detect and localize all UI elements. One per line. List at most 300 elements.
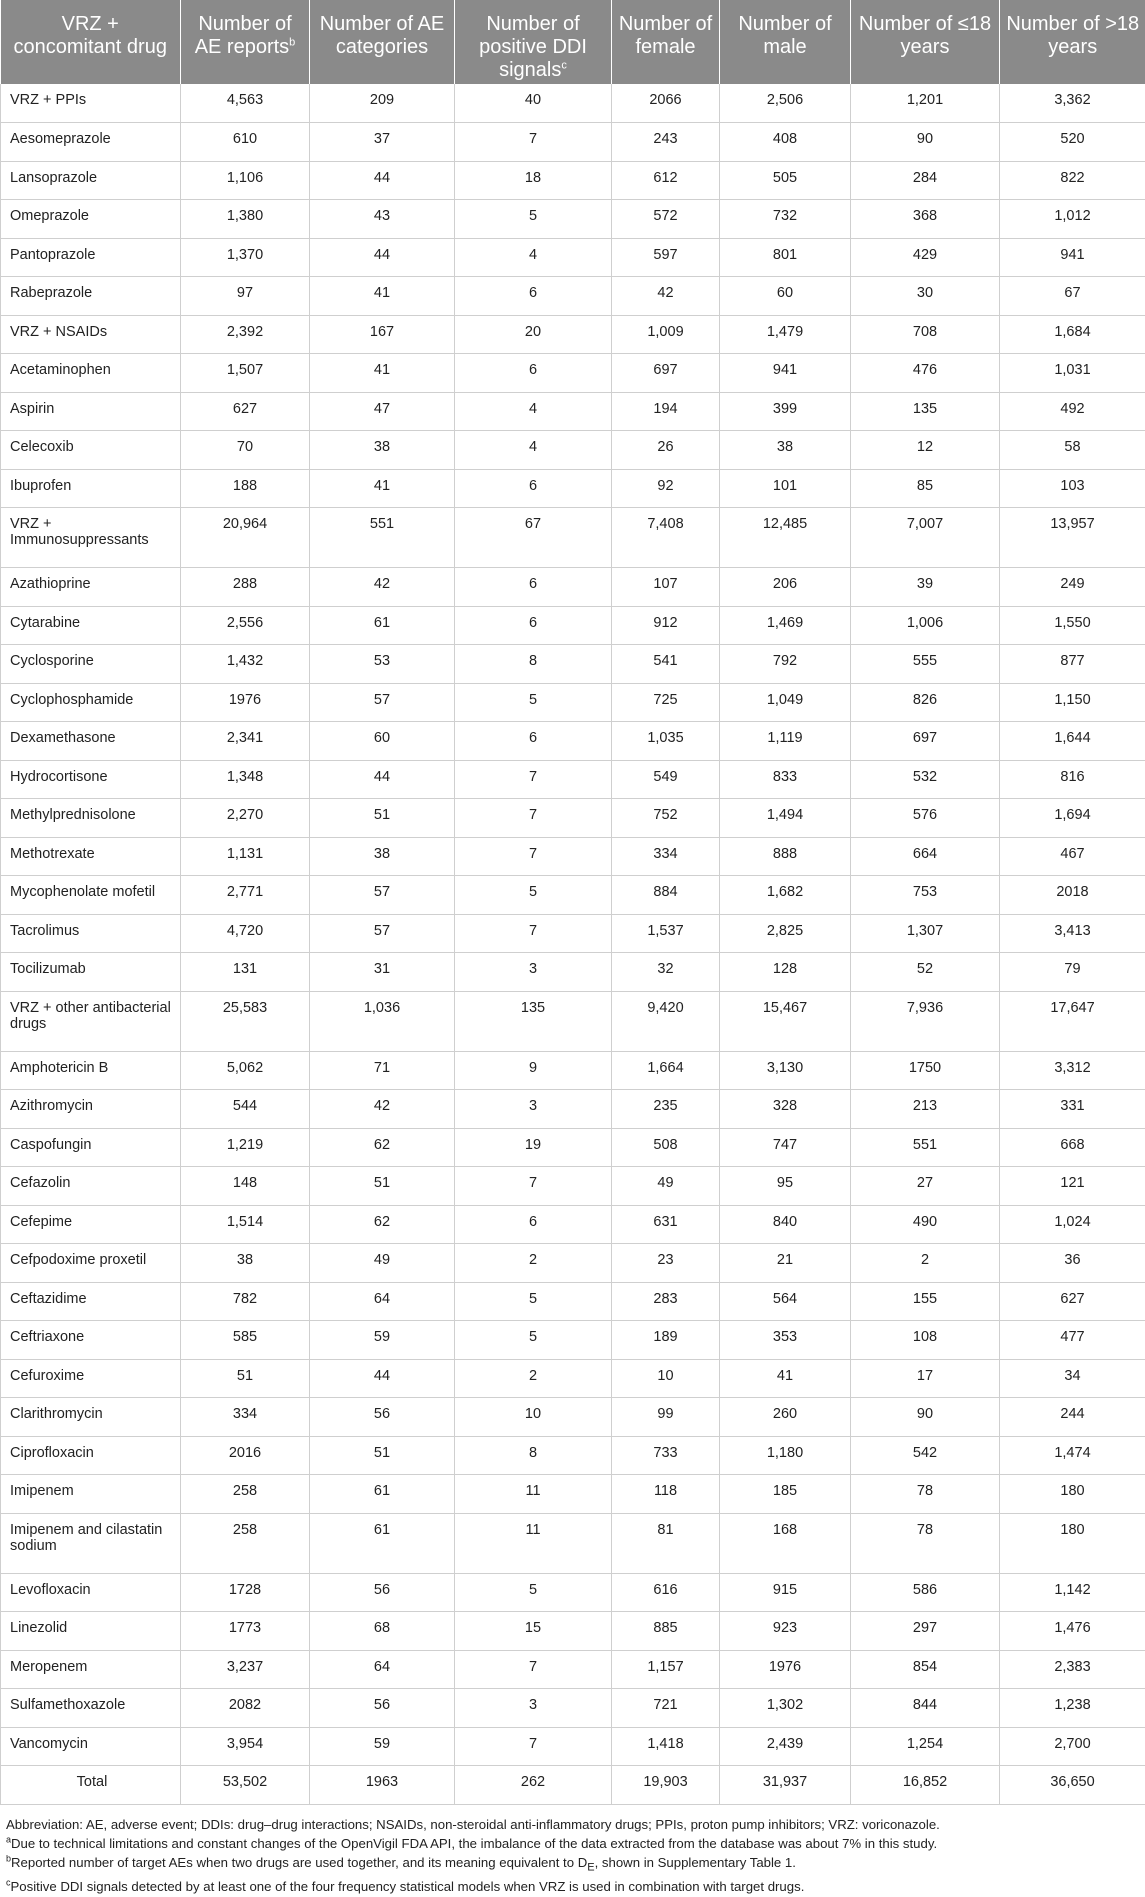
value-cell: 103 [1000, 469, 1145, 508]
value-cell: 721 [612, 1689, 720, 1728]
table-row [1, 953, 1145, 992]
value-cell: 697 [612, 354, 720, 393]
value-cell: 4 [455, 238, 612, 277]
value-cell: 90 [851, 1398, 1000, 1437]
value-cell: 26 [612, 431, 720, 470]
value-cell: 62 [310, 1205, 455, 1244]
drug-cell: Mycophenolate mofetil [1, 876, 181, 915]
value-cell: 85 [851, 469, 1000, 508]
value-cell: 1,418 [612, 1727, 720, 1766]
value-cell: 1,049 [720, 683, 851, 722]
value-cell: 20 [455, 315, 612, 354]
value-cell: 32 [612, 953, 720, 992]
value-cell: 1,006 [851, 606, 1000, 645]
value-cell: 1,219 [181, 1128, 310, 1167]
value-cell: 168 [720, 1513, 851, 1573]
value-cell: 549 [612, 760, 720, 799]
table-row [1, 238, 1145, 277]
drug-cell: Cyclosporine [1, 645, 181, 684]
value-cell: 167 [310, 315, 455, 354]
value-cell: 5 [455, 200, 612, 239]
drug-cell: VRZ + Immunosuppressants [1, 508, 181, 568]
value-cell: 189 [612, 1321, 720, 1360]
value-cell: 576 [851, 799, 1000, 838]
table-row [1, 606, 1145, 645]
value-cell: 61 [310, 1475, 455, 1514]
value-cell: 51 [310, 799, 455, 838]
value-cell: 148 [181, 1167, 310, 1206]
value-cell: 5,062 [181, 1051, 310, 1090]
value-cell: 7,007 [851, 508, 1000, 568]
drug-cell: Lansoprazole [1, 161, 181, 200]
value-cell: 2,439 [720, 1727, 851, 1766]
value-cell: 18 [455, 161, 612, 200]
table-row [1, 1167, 1145, 1206]
value-cell: 1,180 [720, 1436, 851, 1475]
value-cell: 67 [455, 508, 612, 568]
value-cell: 551 [310, 508, 455, 568]
value-cell: 107 [612, 568, 720, 607]
value-cell: 284 [851, 161, 1000, 200]
header-cell: Number of AE categories [310, 0, 455, 84]
value-cell: 1,469 [720, 606, 851, 645]
value-cell: 1,474 [1000, 1436, 1145, 1475]
value-cell: 36 [1000, 1244, 1145, 1283]
footnote-b: $^b$Reported number of target AEs when two drugs are used together, and its meaning equivalent to $D_E$, shown in Supplementary Table 1. [6, 1853, 796, 1874]
value-cell: 1,035 [612, 722, 720, 761]
value-cell: 753 [851, 876, 1000, 915]
value-cell: 12 [851, 431, 1000, 470]
header-cell: Number of male [720, 0, 851, 84]
value-cell: 6 [455, 354, 612, 393]
value-cell: 631 [612, 1205, 720, 1244]
value-cell: 877 [1000, 645, 1145, 684]
value-cell: 1,201 [851, 84, 1000, 123]
value-cell: 668 [1000, 1128, 1145, 1167]
value-cell: 1,432 [181, 645, 310, 684]
value-cell: 59 [310, 1321, 455, 1360]
value-cell: 8 [455, 1436, 612, 1475]
value-cell: 213 [851, 1090, 1000, 1129]
value-cell: 585 [181, 1321, 310, 1360]
table-row [1, 392, 1145, 431]
value-cell: 2 [455, 1359, 612, 1398]
value-cell: 2,341 [181, 722, 310, 761]
value-cell: 10 [612, 1359, 720, 1398]
table-row [1, 760, 1145, 799]
value-cell: 2066 [612, 84, 720, 123]
value-cell: 249 [1000, 568, 1145, 607]
value-cell: 71 [310, 1051, 455, 1090]
value-cell: 1976 [181, 683, 310, 722]
value-cell: 155 [851, 1282, 1000, 1321]
value-cell: 10 [455, 1398, 612, 1437]
drug-cell: Cefpodoxime proxetil [1, 1244, 181, 1283]
table-row [1, 991, 1145, 1051]
value-cell: 38 [310, 431, 455, 470]
value-cell: 99 [612, 1398, 720, 1437]
drug-cell: Ciprofloxacin [1, 1436, 181, 1475]
value-cell: 131 [181, 953, 310, 992]
drug-cell: Aesomeprazole [1, 123, 181, 162]
table-row [1, 1727, 1145, 1766]
value-cell: 68 [310, 1612, 455, 1651]
value-cell: 79 [1000, 953, 1145, 992]
value-cell: 11 [455, 1513, 612, 1573]
value-cell: 283 [612, 1282, 720, 1321]
value-cell: 1,142 [1000, 1573, 1145, 1612]
value-cell: 732 [720, 200, 851, 239]
footnotes [0, 1805, 1145, 1897]
value-cell: 888 [720, 837, 851, 876]
value-cell: 1,131 [181, 837, 310, 876]
value-cell: 334 [612, 837, 720, 876]
table-row [1, 200, 1145, 239]
value-cell: 2,825 [720, 914, 851, 953]
value-cell: 4 [455, 431, 612, 470]
value-cell: 53 [310, 645, 455, 684]
value-cell: 3 [455, 953, 612, 992]
value-cell: 1,550 [1000, 606, 1145, 645]
value-cell: 39 [851, 568, 1000, 607]
value-cell: 551 [851, 1128, 1000, 1167]
value-cell: 7 [455, 760, 612, 799]
value-cell: 38 [310, 837, 455, 876]
value-cell: 90 [851, 123, 1000, 162]
value-cell: 1,476 [1000, 1612, 1145, 1651]
value-cell: 7 [455, 1167, 612, 1206]
table-row [1, 354, 1145, 393]
value-cell: 1,514 [181, 1205, 310, 1244]
value-cell: 27 [851, 1167, 1000, 1206]
value-cell: 13,957 [1000, 508, 1145, 568]
value-cell: 476 [851, 354, 1000, 393]
value-cell: 941 [1000, 238, 1145, 277]
drug-cell: VRZ + PPIs [1, 84, 181, 123]
value-cell: 331 [1000, 1090, 1145, 1129]
value-cell: 368 [851, 200, 1000, 239]
value-cell: 243 [612, 123, 720, 162]
value-cell: 586 [851, 1573, 1000, 1612]
value-cell: 1,507 [181, 354, 310, 393]
value-cell: 627 [181, 392, 310, 431]
value-cell: 1,370 [181, 238, 310, 277]
value-cell: 21 [720, 1244, 851, 1283]
header-cell: Number of female [612, 0, 720, 84]
table-row [1, 722, 1145, 761]
table-row [1, 123, 1145, 162]
value-cell: 1,537 [612, 914, 720, 953]
value-cell: 9,420 [612, 991, 720, 1051]
value-cell: 664 [851, 837, 1000, 876]
value-cell: 37 [310, 123, 455, 162]
value-cell: 597 [612, 238, 720, 277]
table-row [1, 837, 1145, 876]
value-cell: 1,036 [310, 991, 455, 1051]
value-cell: 3 [455, 1090, 612, 1129]
value-cell: 92 [612, 469, 720, 508]
value-cell: 3,362 [1000, 84, 1145, 123]
value-cell: 128 [720, 953, 851, 992]
value-cell: 44 [310, 1359, 455, 1398]
drug-cell: Amphotericin B [1, 1051, 181, 1090]
value-cell: 6 [455, 606, 612, 645]
value-cell: 57 [310, 914, 455, 953]
value-cell: 884 [612, 876, 720, 915]
value-cell: 30 [851, 277, 1000, 316]
value-cell: 2,392 [181, 315, 310, 354]
value-cell: 58 [1000, 431, 1145, 470]
value-cell: 854 [851, 1650, 1000, 1689]
value-cell: 1963 [310, 1766, 455, 1805]
value-cell: 1,664 [612, 1051, 720, 1090]
value-cell: 34 [1000, 1359, 1145, 1398]
header-row [1, 0, 1145, 84]
header-cell: Number of >18 years [1000, 0, 1145, 84]
value-cell: 36,650 [1000, 1766, 1145, 1805]
table-row [1, 1282, 1145, 1321]
drug-cell: Pantoprazole [1, 238, 181, 277]
value-cell: 44 [310, 238, 455, 277]
value-cell: 3 [455, 1689, 612, 1728]
table-row [1, 161, 1145, 200]
drug-cell: Tocilizumab [1, 953, 181, 992]
table-row [1, 645, 1145, 684]
value-cell: 610 [181, 123, 310, 162]
value-cell: 297 [851, 1612, 1000, 1651]
value-cell: 11 [455, 1475, 612, 1514]
table-row [1, 1244, 1145, 1283]
drug-cell: VRZ + NSAIDs [1, 315, 181, 354]
table-row [1, 508, 1145, 568]
value-cell: 792 [720, 645, 851, 684]
value-cell: 49 [310, 1244, 455, 1283]
value-cell: 56 [310, 1398, 455, 1437]
value-cell: 2,556 [181, 606, 310, 645]
value-cell: 101 [720, 469, 851, 508]
value-cell: 616 [612, 1573, 720, 1612]
value-cell: 95 [720, 1167, 851, 1206]
value-cell: 12,485 [720, 508, 851, 568]
table-row [1, 469, 1145, 508]
drug-cell: Methotrexate [1, 837, 181, 876]
table-row [1, 1689, 1145, 1728]
value-cell: 490 [851, 1205, 1000, 1244]
value-cell: 725 [612, 683, 720, 722]
header-cell: Number of ≤18 years [851, 0, 1000, 84]
value-cell: 16,852 [851, 1766, 1000, 1805]
value-cell: 57 [310, 876, 455, 915]
value-cell: 209 [310, 84, 455, 123]
value-cell: 7 [455, 123, 612, 162]
drug-cell: Azithromycin [1, 1090, 181, 1129]
value-cell: 3,954 [181, 1727, 310, 1766]
value-cell: 19,903 [612, 1766, 720, 1805]
drug-cell: Aspirin [1, 392, 181, 431]
drug-cell: Total [1, 1766, 181, 1805]
drug-cell: Cytarabine [1, 606, 181, 645]
drug-cell: Dexamethasone [1, 722, 181, 761]
value-cell: 1,150 [1000, 683, 1145, 722]
value-cell: 912 [612, 606, 720, 645]
value-cell: 258 [181, 1513, 310, 1573]
value-cell: 51 [181, 1359, 310, 1398]
value-cell: 108 [851, 1321, 1000, 1360]
value-cell: 194 [612, 392, 720, 431]
value-cell: 505 [720, 161, 851, 200]
value-cell: 1,682 [720, 876, 851, 915]
value-cell: 188 [181, 469, 310, 508]
table-row [1, 1205, 1145, 1244]
table-row [1, 876, 1145, 915]
value-cell: 135 [851, 392, 1000, 431]
value-cell: 15,467 [720, 991, 851, 1051]
value-cell: 7 [455, 914, 612, 953]
header-cell: Number of AE reports$^b$ [181, 0, 310, 84]
value-cell: 61 [310, 606, 455, 645]
value-cell: 2,383 [1000, 1650, 1145, 1689]
value-cell: 555 [851, 645, 1000, 684]
value-cell: 492 [1000, 392, 1145, 431]
value-cell: 833 [720, 760, 851, 799]
value-cell: 6 [455, 1205, 612, 1244]
value-cell: 564 [720, 1282, 851, 1321]
total-row [1, 1766, 1145, 1805]
drug-cell: Linezolid [1, 1612, 181, 1651]
value-cell: 7 [455, 1727, 612, 1766]
value-cell: 1,694 [1000, 799, 1145, 838]
table-row [1, 315, 1145, 354]
table-row [1, 683, 1145, 722]
value-cell: 17,647 [1000, 991, 1145, 1051]
value-cell: 52 [851, 953, 1000, 992]
value-cell: 532 [851, 760, 1000, 799]
value-cell: 3,413 [1000, 914, 1145, 953]
value-cell: 2,270 [181, 799, 310, 838]
value-cell: 288 [181, 568, 310, 607]
value-cell: 801 [720, 238, 851, 277]
value-cell: 1,380 [181, 200, 310, 239]
value-cell: 5 [455, 1573, 612, 1612]
table-row [1, 1650, 1145, 1689]
value-cell: 816 [1000, 760, 1145, 799]
value-cell: 1,307 [851, 914, 1000, 953]
value-cell: 44 [310, 760, 455, 799]
value-cell: 78 [851, 1513, 1000, 1573]
drug-cell: Ceftazidime [1, 1282, 181, 1321]
value-cell: 49 [612, 1167, 720, 1206]
value-cell: 7,408 [612, 508, 720, 568]
value-cell: 1,254 [851, 1727, 1000, 1766]
value-cell: 2082 [181, 1689, 310, 1728]
table-row [1, 277, 1145, 316]
drug-cell: Imipenem [1, 1475, 181, 1514]
value-cell: 42 [612, 277, 720, 316]
value-cell: 2,700 [1000, 1727, 1145, 1766]
value-cell: 41 [310, 277, 455, 316]
value-cell: 64 [310, 1650, 455, 1689]
value-cell: 9 [455, 1051, 612, 1090]
table-row [1, 1612, 1145, 1651]
value-cell: 23 [612, 1244, 720, 1283]
drug-cell: Rabeprazole [1, 277, 181, 316]
drug-cell: Methylprednisolone [1, 799, 181, 838]
value-cell: 3,130 [720, 1051, 851, 1090]
value-cell: 67 [1000, 277, 1145, 316]
value-cell: 1,157 [612, 1650, 720, 1689]
value-cell: 627 [1000, 1282, 1145, 1321]
value-cell: 6 [455, 722, 612, 761]
value-cell: 334 [181, 1398, 310, 1437]
table-row [1, 84, 1145, 123]
drug-cell: Meropenem [1, 1650, 181, 1689]
value-cell: 747 [720, 1128, 851, 1167]
value-cell: 97 [181, 277, 310, 316]
value-cell: 7 [455, 837, 612, 876]
value-cell: 47 [310, 392, 455, 431]
value-cell: 2018 [1000, 876, 1145, 915]
value-cell: 43 [310, 200, 455, 239]
value-cell: 2016 [181, 1436, 310, 1475]
table-row [1, 1513, 1145, 1573]
value-cell: 6 [455, 277, 612, 316]
value-cell: 733 [612, 1436, 720, 1475]
value-cell: 53,502 [181, 1766, 310, 1805]
value-cell: 17 [851, 1359, 1000, 1398]
value-cell: 7,936 [851, 991, 1000, 1051]
value-cell: 915 [720, 1573, 851, 1612]
table-row [1, 568, 1145, 607]
value-cell: 328 [720, 1090, 851, 1129]
drug-cell: Ibuprofen [1, 469, 181, 508]
table-row [1, 1475, 1145, 1514]
table-row [1, 1398, 1145, 1437]
drug-cell: Omeprazole [1, 200, 181, 239]
table-row [1, 431, 1145, 470]
value-cell: 1,106 [181, 161, 310, 200]
drug-cell: Cefuroxime [1, 1359, 181, 1398]
value-cell: 467 [1000, 837, 1145, 876]
value-cell: 38 [181, 1244, 310, 1283]
value-cell: 15 [455, 1612, 612, 1651]
value-cell: 260 [720, 1398, 851, 1437]
value-cell: 62 [310, 1128, 455, 1167]
value-cell: 244 [1000, 1398, 1145, 1437]
header-cell: Number of positive DDI signals$^c$ [455, 0, 612, 84]
table-row [1, 1359, 1145, 1398]
value-cell: 78 [851, 1475, 1000, 1514]
value-cell: 3,237 [181, 1650, 310, 1689]
value-cell: 1773 [181, 1612, 310, 1651]
value-cell: 42 [310, 568, 455, 607]
value-cell: 885 [612, 1612, 720, 1651]
value-cell: 1,684 [1000, 315, 1145, 354]
value-cell: 1728 [181, 1573, 310, 1612]
value-cell: 20,964 [181, 508, 310, 568]
value-cell: 2,506 [720, 84, 851, 123]
value-cell: 42 [310, 1090, 455, 1129]
drug-cell: Tacrolimus [1, 914, 181, 953]
drug-cell: Cyclophosphamide [1, 683, 181, 722]
value-cell: 40 [455, 84, 612, 123]
value-cell: 844 [851, 1689, 1000, 1728]
value-cell: 1,119 [720, 722, 851, 761]
value-cell: 81 [612, 1513, 720, 1573]
value-cell: 941 [720, 354, 851, 393]
drug-cell: Cefepime [1, 1205, 181, 1244]
value-cell: 3,312 [1000, 1051, 1145, 1090]
value-cell: 697 [851, 722, 1000, 761]
